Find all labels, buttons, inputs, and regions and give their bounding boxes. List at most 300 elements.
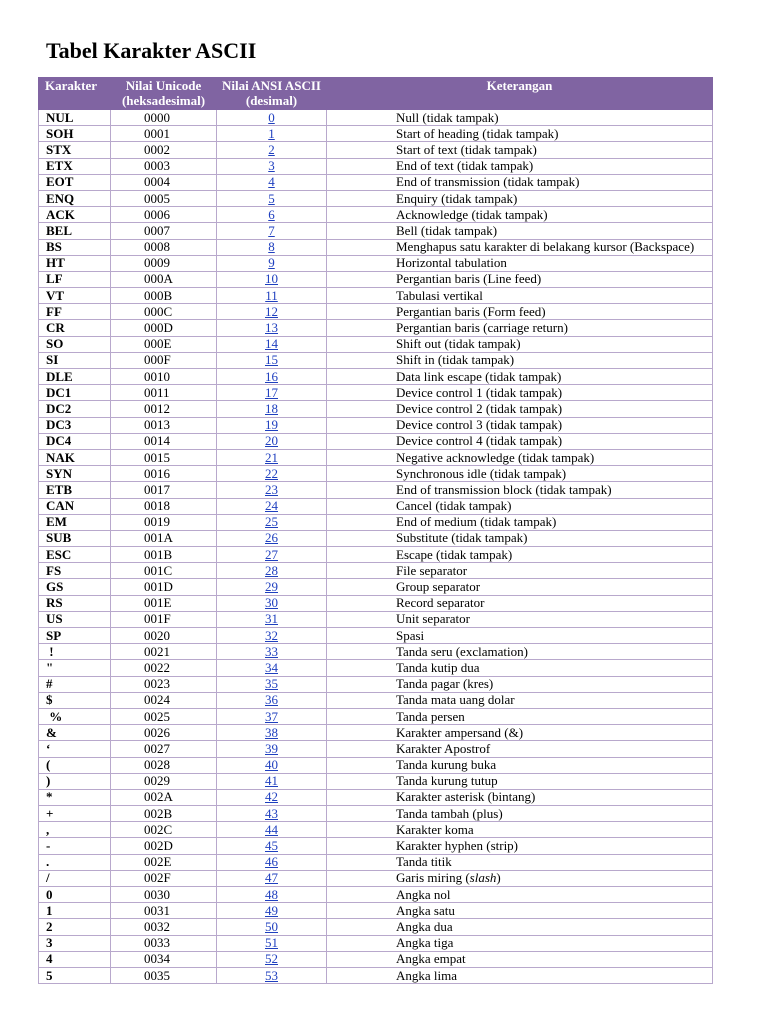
- table-row: [39, 628, 713, 644]
- cell-karakter: DC2: [39, 401, 111, 417]
- cell-unicode: 0028: [111, 757, 217, 773]
- cell-keterangan: [327, 757, 713, 773]
- cell-karakter: +: [39, 806, 111, 822]
- keterangan-text: Angka dua: [396, 918, 453, 934]
- table-row: [39, 838, 713, 854]
- ansi-value-link[interactable]: 51: [265, 935, 278, 951]
- keterangan-text: Karakter hyphen (strip): [396, 838, 519, 854]
- cell-keterangan: [327, 126, 713, 142]
- cell-ansi: [217, 142, 327, 158]
- cell-keterangan: [327, 725, 713, 741]
- cell-keterangan: [327, 660, 713, 676]
- cell-ansi: [217, 449, 327, 465]
- table-row: [39, 401, 713, 417]
- ansi-value-link[interactable]: 25: [265, 514, 278, 530]
- ansi-value-link[interactable]: 0: [268, 109, 275, 125]
- cell-unicode: 0009: [111, 255, 217, 271]
- keterangan-text: Acknowledge (tidak tampak): [396, 206, 548, 222]
- cell-keterangan: [327, 530, 713, 546]
- cell-unicode: 0018: [111, 498, 217, 514]
- cell-karakter: 4: [39, 951, 111, 967]
- ansi-value-link[interactable]: 30: [265, 595, 278, 611]
- cell-unicode: 0033: [111, 935, 217, 951]
- cell-unicode: 000D: [111, 320, 217, 336]
- ansi-value-link[interactable]: 20: [265, 433, 278, 449]
- ansi-value-link[interactable]: 8: [268, 239, 275, 255]
- ansi-value-link[interactable]: 28: [265, 562, 278, 578]
- keterangan-text: Tanda kurung buka: [396, 757, 497, 773]
- cell-keterangan: [327, 967, 713, 983]
- cell-unicode: 0010: [111, 369, 217, 385]
- cell-ansi: [217, 838, 327, 854]
- cell-unicode: 0005: [111, 190, 217, 206]
- ansi-value-link[interactable]: 52: [265, 951, 278, 967]
- cell-karakter: SOH: [39, 126, 111, 142]
- cell-ansi: [217, 320, 327, 336]
- cell-karakter: NAK: [39, 449, 111, 465]
- cell-karakter: NUL: [39, 110, 111, 126]
- cell-ansi: [217, 158, 327, 174]
- cell-karakter: DC3: [39, 417, 111, 433]
- table-row: [39, 708, 713, 724]
- table-row: [39, 951, 713, 967]
- cell-karakter: ETB: [39, 482, 111, 498]
- cell-ansi: [217, 482, 327, 498]
- cell-unicode: 002D: [111, 838, 217, 854]
- cell-karakter: &: [39, 725, 111, 741]
- table-row: [39, 466, 713, 482]
- cell-ansi: [217, 352, 327, 368]
- table-row: [39, 806, 713, 822]
- table-row: [39, 967, 713, 983]
- cell-unicode: 000E: [111, 336, 217, 352]
- cell-ansi: [217, 822, 327, 838]
- ansi-value-link[interactable]: 45: [265, 838, 278, 854]
- cell-unicode: 0007: [111, 223, 217, 239]
- ansi-value-link[interactable]: 18: [265, 400, 278, 416]
- keterangan-text: Null (tidak tampak): [396, 109, 499, 125]
- cell-ansi: [217, 870, 327, 886]
- keterangan-text: End of medium (tidak tampak): [396, 514, 557, 530]
- table-row: [39, 741, 713, 757]
- cell-keterangan: [327, 110, 713, 126]
- keterangan-text: Record separator: [396, 595, 485, 611]
- cell-ansi: [217, 336, 327, 352]
- cell-keterangan: [327, 336, 713, 352]
- ansi-value-link[interactable]: 38: [265, 724, 278, 740]
- table-row: [39, 288, 713, 304]
- cell-unicode: 0015: [111, 449, 217, 465]
- ansi-value-link[interactable]: 17: [265, 384, 278, 400]
- keterangan-text: Shift in (tidak tampak): [396, 352, 515, 368]
- ascii-table: [38, 77, 713, 984]
- keterangan-text: Pergantian baris (carriage return): [396, 320, 568, 336]
- table-row: [39, 482, 713, 498]
- cell-ansi: [217, 854, 327, 870]
- cell-keterangan: [327, 158, 713, 174]
- ansi-value-link[interactable]: 6: [268, 206, 275, 222]
- ansi-value-link[interactable]: 29: [265, 579, 278, 595]
- table-row: [39, 174, 713, 190]
- cell-ansi: [217, 174, 327, 190]
- cell-keterangan: [327, 838, 713, 854]
- cell-ansi: [217, 611, 327, 627]
- ansi-value-link[interactable]: 23: [265, 481, 278, 497]
- table-row: [39, 433, 713, 449]
- cell-karakter: -: [39, 838, 111, 854]
- cell-karakter: ESC: [39, 547, 111, 563]
- ansi-value-link[interactable]: 34: [265, 659, 278, 675]
- table-row: [39, 660, 713, 676]
- keterangan-text: Group separator: [396, 579, 481, 595]
- table-row: [39, 223, 713, 239]
- cell-keterangan: [327, 854, 713, 870]
- keterangan-text: Tanda mata uang dolar: [396, 692, 515, 708]
- table-row: [39, 239, 713, 255]
- ansi-value-link[interactable]: 48: [265, 886, 278, 902]
- cell-karakter: DC4: [39, 433, 111, 449]
- cell-unicode: 001D: [111, 579, 217, 595]
- keterangan-text: Device control 3 (tidak tampak): [396, 417, 563, 433]
- cell-ansi: [217, 466, 327, 482]
- cell-keterangan: [327, 271, 713, 287]
- keterangan-text: Unit separator: [396, 611, 471, 627]
- cell-unicode: 0021: [111, 644, 217, 660]
- table-row: [39, 110, 713, 126]
- keterangan-text: Enquiry (tidak tampak): [396, 190, 518, 206]
- cell-karakter: RS: [39, 595, 111, 611]
- keterangan-text: Device control 1 (tidak tampak): [396, 384, 563, 400]
- cell-keterangan: [327, 870, 713, 886]
- ansi-value-link[interactable]: 21: [265, 449, 278, 465]
- table-row: [39, 579, 713, 595]
- cell-ansi: [217, 304, 327, 320]
- cell-ansi: [217, 433, 327, 449]
- cell-karakter: 0: [39, 887, 111, 903]
- cell-ansi: [217, 401, 327, 417]
- cell-keterangan: [327, 304, 713, 320]
- keterangan-text: Data link escape (tidak tampak): [396, 368, 562, 384]
- keterangan-text: Angka empat: [396, 951, 466, 967]
- keterangan-text: Karakter ampersand (&): [396, 724, 524, 740]
- keterangan-text: Pergantian baris (Form feed): [396, 303, 546, 319]
- cell-unicode: 0026: [111, 725, 217, 741]
- cell-karakter: ‘: [39, 741, 111, 757]
- ansi-value-link[interactable]: 46: [265, 854, 278, 870]
- cell-keterangan: [327, 288, 713, 304]
- keterangan-text: Tanda pagar (kres): [396, 676, 494, 692]
- cell-keterangan: [327, 595, 713, 611]
- cell-karakter: ,: [39, 822, 111, 838]
- ansi-value-link[interactable]: 19: [265, 417, 278, 433]
- keterangan-text: Tanda persen: [396, 708, 465, 724]
- keterangan-text: Device control 2 (tidak tampak): [396, 400, 563, 416]
- page-title: Tabel Karakter ASCII: [46, 38, 257, 63]
- cell-keterangan: [327, 935, 713, 951]
- keterangan-text: End of transmission block (tidak tampak): [396, 481, 612, 497]
- ansi-value-link[interactable]: 35: [265, 676, 278, 692]
- cell-karakter: ": [39, 660, 111, 676]
- ansi-value-link[interactable]: 2: [268, 141, 275, 157]
- cell-ansi: [217, 255, 327, 271]
- keterangan-text: Substitute (tidak tampak): [396, 530, 528, 546]
- cell-unicode: 0022: [111, 660, 217, 676]
- cell-keterangan: [327, 789, 713, 805]
- table-row: [39, 320, 713, 336]
- ansi-value-link[interactable]: 9: [268, 255, 275, 271]
- cell-keterangan: [327, 708, 713, 724]
- ansi-value-link[interactable]: 42: [265, 789, 278, 805]
- keterangan-text: Tanda kurung tutup: [396, 773, 498, 789]
- cell-unicode: 0016: [111, 466, 217, 482]
- keterangan-tail: ): [496, 870, 501, 886]
- ansi-value-link[interactable]: 49: [265, 902, 278, 918]
- ansi-value-link[interactable]: 47: [265, 870, 278, 886]
- cell-ansi: [217, 498, 327, 514]
- cell-ansi: [217, 417, 327, 433]
- cell-keterangan: [327, 239, 713, 255]
- cell-ansi: [217, 725, 327, 741]
- table-row: [39, 417, 713, 433]
- cell-keterangan: [327, 806, 713, 822]
- cell-unicode: 0011: [111, 385, 217, 401]
- table-row: [39, 255, 713, 271]
- cell-unicode: 0019: [111, 514, 217, 530]
- table-row: [39, 547, 713, 563]
- keterangan-text: Tanda tambah (plus): [396, 805, 503, 821]
- table-row: [39, 773, 713, 789]
- cell-unicode: 000F: [111, 352, 217, 368]
- cell-keterangan: [327, 644, 713, 660]
- table-row: [39, 498, 713, 514]
- ansi-value-link[interactable]: 31: [265, 611, 278, 627]
- cell-karakter: DLE: [39, 369, 111, 385]
- cell-keterangan: [327, 741, 713, 757]
- keterangan-text: Tanda kutip dua: [396, 659, 480, 675]
- ansi-value-link[interactable]: 4: [268, 174, 275, 190]
- keterangan-text: Bell (tidak tampak): [396, 222, 498, 238]
- cell-keterangan: [327, 190, 713, 206]
- cell-karakter: GS: [39, 579, 111, 595]
- table-row: [39, 887, 713, 903]
- ansi-value-link[interactable]: 32: [265, 627, 278, 643]
- cell-ansi: [217, 773, 327, 789]
- ansi-value-link[interactable]: 14: [265, 336, 278, 352]
- ansi-value-link[interactable]: 36: [265, 692, 278, 708]
- ansi-value-link[interactable]: 10: [265, 271, 278, 287]
- ansi-value-link[interactable]: 26: [265, 530, 278, 546]
- cell-keterangan: [327, 628, 713, 644]
- keterangan-text: Spasi: [396, 627, 425, 643]
- cell-ansi: [217, 806, 327, 822]
- cell-keterangan: [327, 142, 713, 158]
- cell-karakter: %: [39, 708, 111, 724]
- cell-keterangan: [327, 417, 713, 433]
- ansi-value-link[interactable]: 43: [265, 805, 278, 821]
- cell-unicode: 0027: [111, 741, 217, 757]
- table-row: [39, 158, 713, 174]
- cell-karakter: (: [39, 757, 111, 773]
- ansi-value-link[interactable]: 7: [268, 222, 275, 238]
- cell-unicode: 0035: [111, 967, 217, 983]
- keterangan-text: Tanda titik: [396, 854, 452, 870]
- cell-keterangan: [327, 352, 713, 368]
- cell-ansi: [217, 579, 327, 595]
- ansi-value-link[interactable]: 13: [265, 320, 278, 336]
- table-row: [39, 304, 713, 320]
- ansi-value-link[interactable]: 33: [265, 643, 278, 659]
- keterangan-text: Device control 4 (tidak tampak): [396, 433, 563, 449]
- table-row: [39, 854, 713, 870]
- cell-karakter: BS: [39, 239, 111, 255]
- keterangan-text: Shift out (tidak tampak): [396, 336, 521, 352]
- cell-ansi: [217, 903, 327, 919]
- cell-unicode: 0004: [111, 174, 217, 190]
- table-row: [39, 207, 713, 223]
- cell-unicode: 0031: [111, 903, 217, 919]
- keterangan-text: Angka lima: [396, 967, 458, 983]
- ansi-value-link[interactable]: 5: [268, 190, 275, 206]
- header-karakter: Karakter: [39, 78, 111, 110]
- table-body: [39, 110, 713, 984]
- table-row: [39, 676, 713, 692]
- cell-karakter: /: [39, 870, 111, 886]
- cell-keterangan: [327, 320, 713, 336]
- cell-karakter: .: [39, 854, 111, 870]
- cell-keterangan: [327, 903, 713, 919]
- ansi-value-link[interactable]: 41: [265, 773, 278, 789]
- ansi-value-link[interactable]: 15: [265, 352, 278, 368]
- cell-unicode: 000C: [111, 304, 217, 320]
- cell-unicode: 0034: [111, 951, 217, 967]
- table-row: [39, 692, 713, 708]
- keterangan-text: Negative acknowledge (tidak tampak): [396, 449, 595, 465]
- ansi-value-link[interactable]: 44: [265, 821, 278, 837]
- keterangan-text: Horizontal tabulation: [396, 255, 507, 271]
- cell-ansi: [217, 935, 327, 951]
- cell-keterangan: [327, 563, 713, 579]
- ansi-value-link[interactable]: 11: [265, 287, 278, 303]
- table-row: [39, 142, 713, 158]
- cell-keterangan: [327, 385, 713, 401]
- cell-ansi: [217, 708, 327, 724]
- keterangan-text: End of transmission (tidak tampak): [396, 174, 580, 190]
- cell-karakter: CAN: [39, 498, 111, 514]
- cell-ansi: [217, 547, 327, 563]
- cell-ansi: [217, 967, 327, 983]
- cell-ansi: [217, 126, 327, 142]
- table-row: [39, 935, 713, 951]
- cell-unicode: 002A: [111, 789, 217, 805]
- ansi-value-link[interactable]: 16: [265, 368, 278, 384]
- ansi-value-link[interactable]: 39: [265, 740, 278, 756]
- table-row: [39, 644, 713, 660]
- cell-keterangan: [327, 611, 713, 627]
- cell-karakter: LF: [39, 271, 111, 287]
- cell-ansi: [217, 951, 327, 967]
- cell-ansi: [217, 385, 327, 401]
- ansi-value-link[interactable]: 53: [265, 967, 278, 983]
- cell-unicode: 0002: [111, 142, 217, 158]
- table-row: [39, 352, 713, 368]
- cell-ansi: [217, 239, 327, 255]
- table-row: [39, 530, 713, 546]
- cell-karakter: ): [39, 773, 111, 789]
- ansi-value-link[interactable]: 24: [265, 498, 278, 514]
- keterangan-text: Karakter asterisk (bintang): [396, 789, 536, 805]
- table-row: [39, 369, 713, 385]
- table-row: [39, 919, 713, 935]
- cell-karakter: ETX: [39, 158, 111, 174]
- cell-ansi: [217, 595, 327, 611]
- ansi-value-link[interactable]: 37: [265, 708, 278, 724]
- cell-karakter: DC1: [39, 385, 111, 401]
- cell-unicode: 0025: [111, 708, 217, 724]
- cell-ansi: [217, 644, 327, 660]
- cell-unicode: 0012: [111, 401, 217, 417]
- cell-keterangan: [327, 822, 713, 838]
- cell-karakter: SUB: [39, 530, 111, 546]
- keterangan-text: Pergantian baris (Line feed): [396, 271, 542, 287]
- table-row: [39, 725, 713, 741]
- keterangan-text: Garis miring (: [396, 870, 470, 886]
- cell-keterangan: [327, 223, 713, 239]
- keterangan-text: Cancel (tidak tampak): [396, 498, 512, 514]
- table-row: [39, 903, 713, 919]
- cell-keterangan: [327, 482, 713, 498]
- cell-ansi: [217, 288, 327, 304]
- cell-karakter: CR: [39, 320, 111, 336]
- cell-karakter: !: [39, 644, 111, 660]
- cell-keterangan: [327, 449, 713, 465]
- cell-karakter: 3: [39, 935, 111, 951]
- cell-keterangan: [327, 514, 713, 530]
- cell-keterangan: [327, 174, 713, 190]
- cell-unicode: 0014: [111, 433, 217, 449]
- cell-keterangan: [327, 401, 713, 417]
- cell-ansi: [217, 789, 327, 805]
- cell-unicode: 002C: [111, 822, 217, 838]
- ansi-value-link[interactable]: 3: [268, 158, 275, 174]
- cell-keterangan: [327, 773, 713, 789]
- cell-keterangan: [327, 207, 713, 223]
- keterangan-text: Escape (tidak tampak): [396, 546, 513, 562]
- ansi-value-link[interactable]: 40: [265, 757, 278, 773]
- table-row: [39, 611, 713, 627]
- keterangan-text: Start of heading (tidak tampak): [396, 125, 559, 141]
- cell-ansi: [217, 757, 327, 773]
- ansi-value-link[interactable]: 12: [265, 303, 278, 319]
- cell-karakter: 1: [39, 903, 111, 919]
- cell-ansi: [217, 369, 327, 385]
- ansi-value-link[interactable]: 50: [265, 918, 278, 934]
- ansi-value-link[interactable]: 22: [265, 465, 278, 481]
- cell-keterangan: [327, 919, 713, 935]
- ansi-value-link[interactable]: 27: [265, 546, 278, 562]
- cell-keterangan: [327, 255, 713, 271]
- cell-ansi: [217, 887, 327, 903]
- cell-unicode: 002E: [111, 854, 217, 870]
- cell-keterangan: [327, 547, 713, 563]
- cell-ansi: [217, 110, 327, 126]
- ansi-value-link[interactable]: 1: [268, 125, 275, 141]
- cell-unicode: 001F: [111, 611, 217, 627]
- cell-keterangan: [327, 498, 713, 514]
- cell-unicode: 0020: [111, 628, 217, 644]
- cell-karakter: $: [39, 692, 111, 708]
- keterangan-text: File separator: [396, 562, 468, 578]
- cell-ansi: [217, 271, 327, 287]
